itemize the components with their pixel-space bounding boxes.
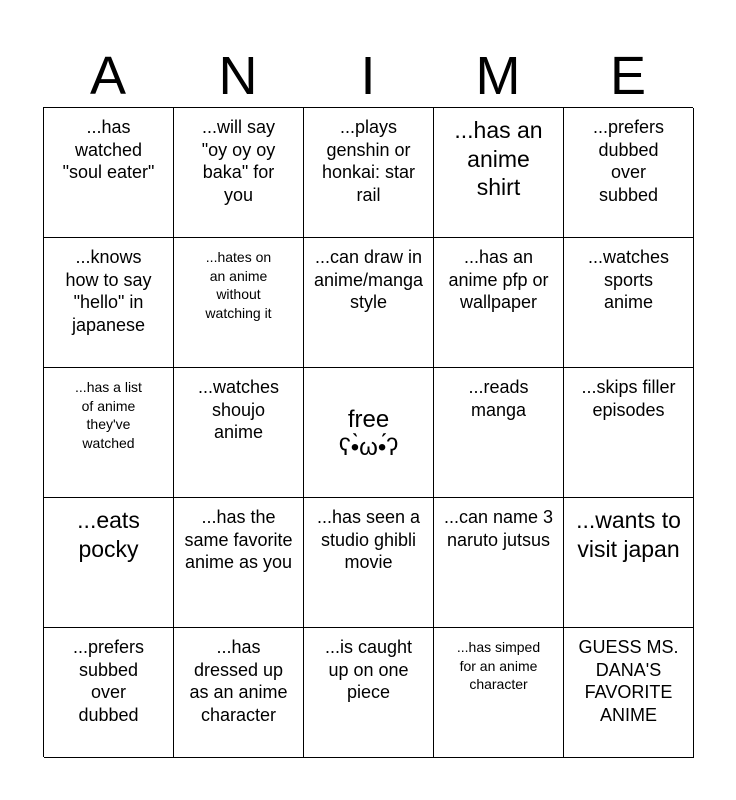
bingo-cell-r5c5[interactable] xyxy=(564,628,694,758)
bingo-cell-r5c3[interactable] xyxy=(304,628,434,758)
bingo-cell-r1c3[interactable] xyxy=(304,108,434,238)
cell-text: ...hates on an anime without watching it xyxy=(205,249,272,321)
header-letter-n: N xyxy=(218,46,258,106)
header-letter-e: E xyxy=(609,46,647,106)
cell-text: ...knows how to say "hello" in japanese xyxy=(65,247,152,335)
cell-text: ...will say "oy oy oy baka" for you xyxy=(201,117,276,205)
bingo-cell-r2c4[interactable] xyxy=(434,238,564,368)
cell-text: ...has an anime shirt xyxy=(454,117,543,200)
bingo-cell-r2c5[interactable] xyxy=(564,238,694,368)
cell-text: ...is caught up on one piece xyxy=(324,637,413,702)
cell-text: ...plays genshin or honkai: star rail xyxy=(321,117,416,205)
bingo-cell-r1c1[interactable] xyxy=(44,108,174,238)
bingo-cell-r3c5[interactable] xyxy=(564,368,694,498)
bingo-cell-r3c2[interactable] xyxy=(174,368,304,498)
cell-text: ...has watched "soul eater" xyxy=(62,117,155,182)
cell-text: ...has an anime pfp or wallpaper xyxy=(448,247,549,312)
cell-text: ...eats pocky xyxy=(77,507,140,562)
cell-text: ...wants to visit japan xyxy=(576,507,681,562)
bingo-cell-r2c1[interactable] xyxy=(44,238,174,368)
cell-text: ...has dressed up as an anime character xyxy=(189,637,288,725)
bingo-cell-r1c4[interactable] xyxy=(434,108,564,238)
header-letter-i: I xyxy=(360,46,376,106)
cell-text: ...has the same favorite anime as you xyxy=(184,507,293,572)
free-text: free ʕ•̀ω•́ʔ xyxy=(338,406,399,461)
bingo-cell-r2c3[interactable] xyxy=(304,238,434,368)
bingo-cell-r4c5[interactable] xyxy=(564,498,694,628)
header-letter-m: M xyxy=(475,46,521,106)
bingo-cell-r1c2[interactable] xyxy=(174,108,304,238)
cell-text: ...has a list of anime they've watched xyxy=(75,379,142,451)
bingo-cell-r5c2[interactable] xyxy=(174,628,304,758)
bingo-cell-r5c4[interactable] xyxy=(434,628,564,758)
bingo-cell-r1c5[interactable] xyxy=(564,108,694,238)
bingo-cell-free[interactable] xyxy=(304,368,434,498)
cell-text: ...reads manga xyxy=(468,377,529,420)
cell-text: ...watches sports anime xyxy=(587,247,670,312)
cell-text: ...prefers dubbed over subbed xyxy=(592,117,665,205)
bingo-header xyxy=(43,44,693,108)
cell-text: GUESS MS. DANA'S FAVORITE ANIME xyxy=(578,637,679,725)
bingo-cell-r3c1[interactable] xyxy=(44,368,174,498)
bingo-cell-r3c4[interactable] xyxy=(434,368,564,498)
cell-text: ...can draw in anime/manga style xyxy=(313,247,424,312)
bingo-cell-r4c4[interactable] xyxy=(434,498,564,628)
cell-text: ...watches shoujo anime xyxy=(197,377,280,442)
bingo-cell-r5c1[interactable] xyxy=(44,628,174,758)
header-letter-a: A xyxy=(89,46,127,106)
cell-text: ...skips filler episodes xyxy=(581,377,676,420)
bingo-cell-r2c2[interactable] xyxy=(174,238,304,368)
bingo-grid xyxy=(43,107,693,757)
cell-text: ...prefers subbed over dubbed xyxy=(72,637,145,725)
cell-text: ...has simped for an anime character xyxy=(456,639,541,692)
bingo-cell-r4c3[interactable] xyxy=(304,498,434,628)
bingo-cell-r4c1[interactable] xyxy=(44,498,174,628)
cell-text: ...can name 3 naruto jutsus xyxy=(443,507,554,550)
cell-text: ...has seen a studio ghibli movie xyxy=(316,507,421,572)
bingo-cell-r4c2[interactable] xyxy=(174,498,304,628)
